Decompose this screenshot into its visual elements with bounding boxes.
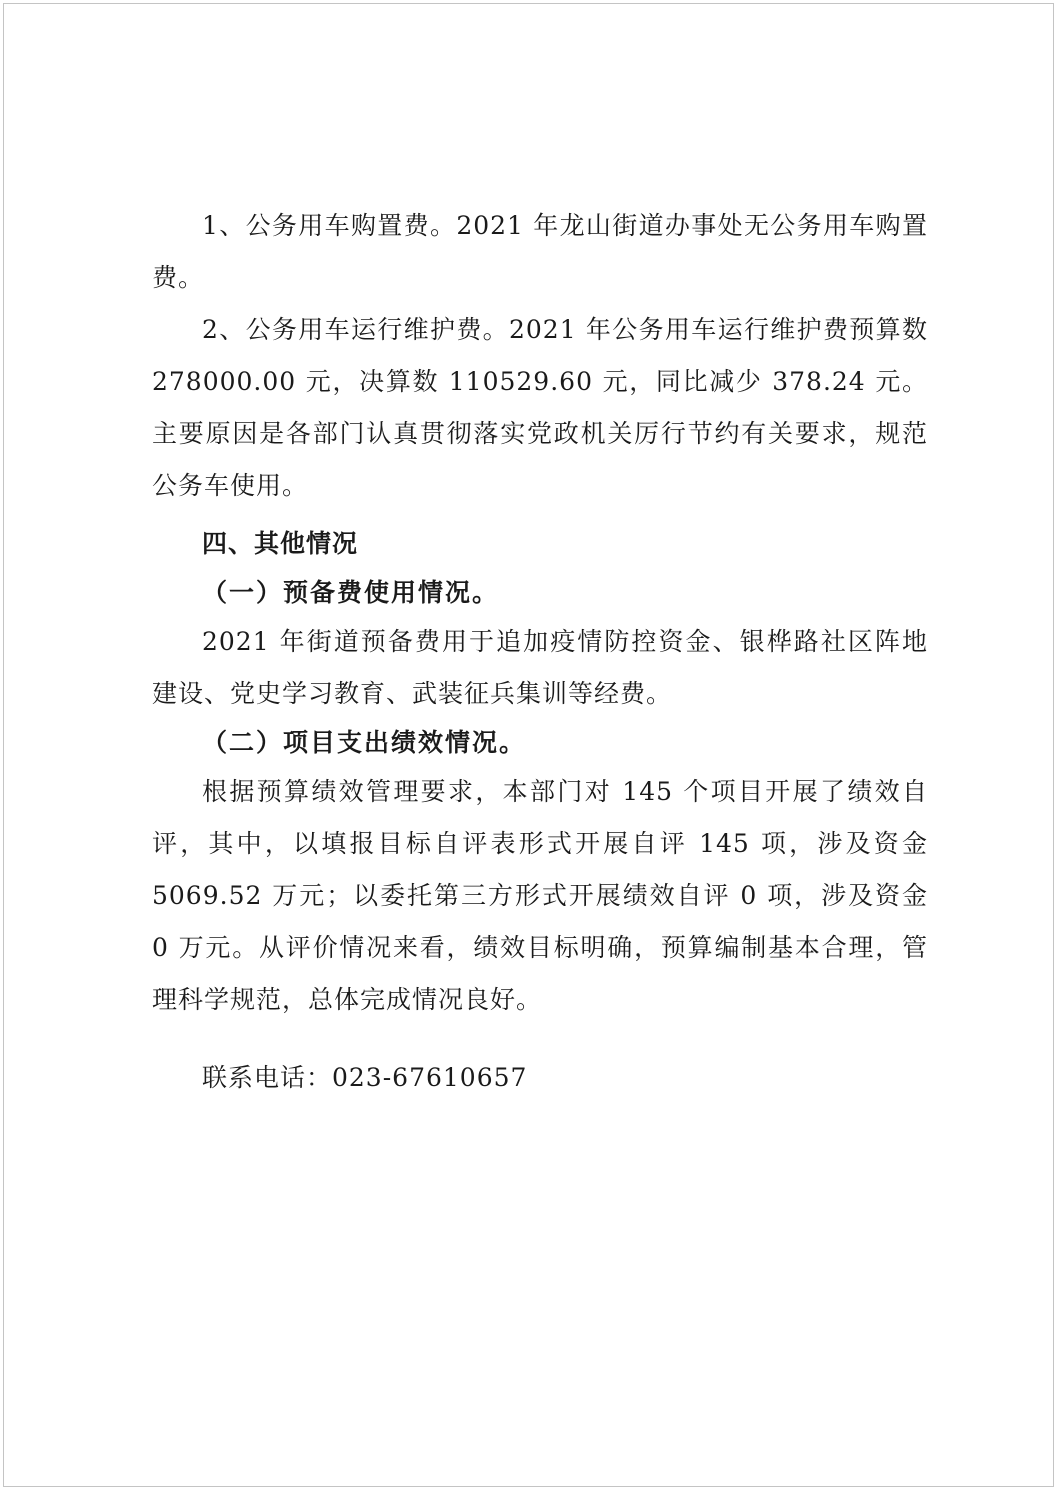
- paragraph-vehicle-maintenance: 2、公务用车运行维护费。2021 年公务用车运行维护费预算数 278000.00 元，决算数 110529.60 元，同比减少 378.24 元。主要原因是各部门认真贯彻落实党政机关厉行节约有关要求，规范公务车使用。: [152, 315, 928, 500]
- paragraph-vehicle-purchase: 1、公务用车购置费。2021 年龙山街道办事处无公务用车购置费。: [152, 211, 928, 292]
- page: [3, 3, 1054, 1487]
- paragraph-performance: 根据预算绩效管理要求，本部门对 145 个项目开展了绩效自评，其中，以填报目标自评表形式开展自评 145 项，涉及资金 5069.52 万元；以委托第三方形式开展绩效自评 0 项，涉及资金 0 万元。从评价情况来看，绩效目标明确，预算编制基本合理，管理科学规范，总体完成情况良好。: [152, 777, 928, 1014]
- paragraph-reserve-fund: 2021 年街道预备费用于追加疫情防控资金、银桦路社区阵地建设、党史学习教育、武装征兵集训等经费。: [152, 627, 928, 708]
- section-heading-other: 四、其他情况: [202, 529, 359, 558]
- contact-phone: 联系电话：023-67610657: [202, 1063, 528, 1092]
- subheading-reserve-fund: （一）预备费使用情况。: [202, 578, 500, 607]
- document-body: [152, 200, 928, 1104]
- subheading-performance: （二）项目支出绩效情况。: [202, 728, 527, 757]
